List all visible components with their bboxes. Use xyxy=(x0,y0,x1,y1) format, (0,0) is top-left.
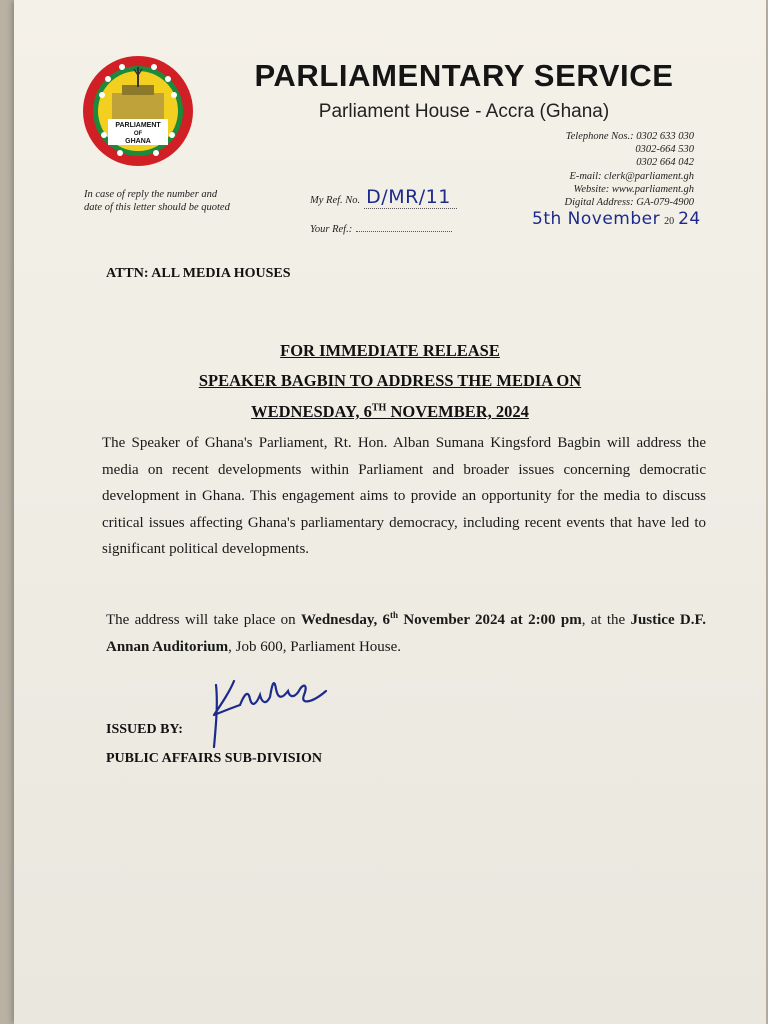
p2-bold-venue: Justice D.F. Annan Auditorium xyxy=(106,612,707,655)
letter-page xyxy=(14,0,766,1024)
heading-date-post: NOVEMBER, 2024 xyxy=(386,402,529,421)
my-ref-handwritten: D/MR/11 xyxy=(364,186,457,209)
email-line: E-mail: clerk@parliament.gh xyxy=(569,171,694,182)
your-ref-blank xyxy=(356,221,452,232)
p2-text-1: The address will take place on xyxy=(106,612,301,628)
reply-instruction-note: In case of reply the number and date of this letter should be quoted xyxy=(84,189,230,213)
issuing-division: PUBLIC AFFAIRS SUB-DIVISION xyxy=(106,751,323,766)
your-ref-row xyxy=(310,219,460,237)
p2-bold-date: Wednesday, 6 xyxy=(300,612,391,628)
your-ref-label: Your Ref.: xyxy=(310,224,353,235)
heading-date-pre: WEDNESDAY, 6 xyxy=(251,402,372,421)
date-year-handwritten: 24 xyxy=(678,209,701,229)
logo-text-3: GHANA xyxy=(125,138,151,145)
heading-date-sup: TH xyxy=(371,402,387,414)
organization-address: Parliament House - Accra (Ghana) xyxy=(318,101,610,122)
heading-date xyxy=(14,402,766,422)
logo-text-2: OF xyxy=(133,131,143,137)
heading-immediate-release: FOR IMMEDIATE RELEASE xyxy=(280,341,500,360)
p2-text-3: , Job 600, Parliament House. xyxy=(228,638,402,655)
attention-line: ATTN: ALL MEDIA HOUSES xyxy=(106,266,291,281)
my-ref-label: My Ref. No. xyxy=(310,195,361,206)
organization-name: PARLIAMENTARY SERVICE xyxy=(254,58,674,93)
my-ref-row xyxy=(310,186,460,208)
issued-by-label: ISSUED BY: xyxy=(106,722,183,737)
telephone-line-3: 0302 664 042 xyxy=(636,157,694,168)
logo-text-1: PARLIAMENT xyxy=(115,122,161,129)
date-handwritten: 5th November xyxy=(532,209,661,229)
parliament-crest-logo xyxy=(82,55,194,167)
telephone-line-1: Telephone Nos.: 0302 633 030 xyxy=(565,131,694,142)
date-line xyxy=(532,209,701,229)
p2-text-2: , at the xyxy=(581,612,631,628)
telephone-line-2: 0302-664 530 xyxy=(635,144,694,155)
date-century: 20 xyxy=(664,216,675,227)
digital-address-line: Digital Address: GA-079-4900 xyxy=(564,197,694,208)
signature xyxy=(204,655,334,755)
heading-speaker-address: SPEAKER BAGBIN TO ADDRESS THE MEDIA ON xyxy=(198,371,582,390)
website-line: Website: www.parliament.gh xyxy=(573,184,694,195)
body-paragraph-1: The Speaker of Ghana's Parliament, Rt. Hon. Alban Sumana Kingsford Bagbin will address the media on recent developments within Parliament and broader issues concerning democratic development in Ghana. This engagement aims to provide an opportunity for the media to discuss critical issues affecting Ghana's parliamentary democracy, including recent events that have led to significant political developments. xyxy=(102,435,706,557)
p2-bold-date-rest: November 2024 at 2:00 pm xyxy=(398,612,582,628)
body-paragraph-2 xyxy=(106,602,706,660)
p2-bold-date-sup: th xyxy=(390,610,399,620)
